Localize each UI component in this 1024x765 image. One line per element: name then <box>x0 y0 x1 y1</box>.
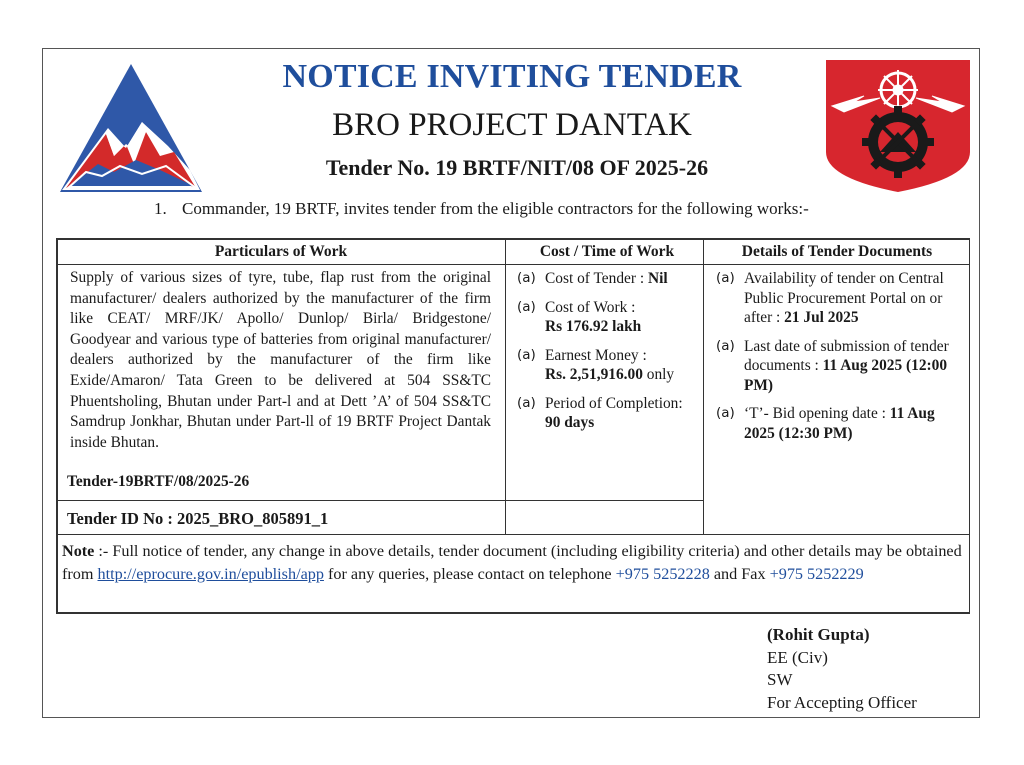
cost-item: (a) Cost of Tender : Nil <box>517 270 668 287</box>
fax-number: +975 5252229 <box>769 565 864 583</box>
cost-item: (a) Period of Completion: 90 days <box>517 394 683 431</box>
doc-item: (a) Last date of submission of tender documents : 11 Aug 2025 (12:00 PM) <box>716 337 949 394</box>
doc-item: (a) ‘T’- Bid opening date : 11 Aug 2025 (12:30 PM) <box>716 405 935 442</box>
tender-docs-list <box>716 269 966 452</box>
note-label: Note <box>62 542 95 560</box>
tender-number: Tender No. 19 BRTF/NIT/08 OF 2025-26 <box>325 155 709 180</box>
cost-item: (a) Earnest Money : Rs. 2,51,916.00 only <box>517 346 675 383</box>
header-cost-time: Cost / Time of Work <box>539 243 675 260</box>
header-tender-docs: Details of Tender Documents <box>741 243 933 260</box>
eprocure-link[interactable]: http://eprocure.gov.in/epublish/app <box>97 565 324 583</box>
doc-item: (a) Availability of tender on Central Public Procurement Portal on or after : 21 Jul 2025 <box>716 270 944 326</box>
signatory-designation: EE (Civ) <box>767 647 828 667</box>
work-description: Supply of various sizes of tyre, tube, flap rust from the original manufacturer/ dealers authorized by the manufacturer of the firm like CEAT/ MRF/JK/ Apollo/ Dunlop/ Birla/ Bridgestone/ Goodyear and various type of batteries from original manufacturer/ dealers authorized by the manufacturer of the firm like Exide/Amaron/ Tata Green to be delivered at 504 SS&TC Phuentsholing, Bhutan under Part-l and at Dett ’A’ of 504 SS&TC Samdrup Jonkhar, Bhutan under Part-ll of 19 BRTF Project Dantak inside Bhutan. <box>70 269 491 451</box>
intro-number: 1. <box>154 199 167 218</box>
note-paragraph: Note :- Full notice of tender, any change in above details, tender document (including eligibility criteria) and other details may be obtained from http://eprocure.gov.in/epublish/app for any queries, please contact on telephone +975 5252228 and Fax +975 5252229 <box>62 542 962 583</box>
intro-paragraph <box>154 199 809 219</box>
intro-text: Commander, 19 BRTF, invites tender from the eligible contractors for the following works:- <box>182 199 809 218</box>
tender-reference: Tender-19BRTF/08/2025-26 <box>67 473 250 490</box>
cost-list <box>517 269 703 442</box>
project-name: BRO PROJECT DANTAK <box>332 107 692 143</box>
telephone-number: +975 5252228 <box>615 565 710 583</box>
signatory-name: (Rohit Gupta) <box>767 625 870 644</box>
header-particulars: Particulars of Work <box>214 243 348 260</box>
signatory-unit: SW <box>767 670 793 689</box>
tender-id: Tender ID No : 2025_BRO_805891_1 <box>67 509 329 528</box>
page-title: NOTICE INVITING TENDER <box>282 58 742 95</box>
cost-item: (a) Cost of Work : Rs 176.92 lakh <box>517 298 642 335</box>
signature-block <box>767 624 917 714</box>
signatory-role: For Accepting Officer <box>767 692 917 712</box>
